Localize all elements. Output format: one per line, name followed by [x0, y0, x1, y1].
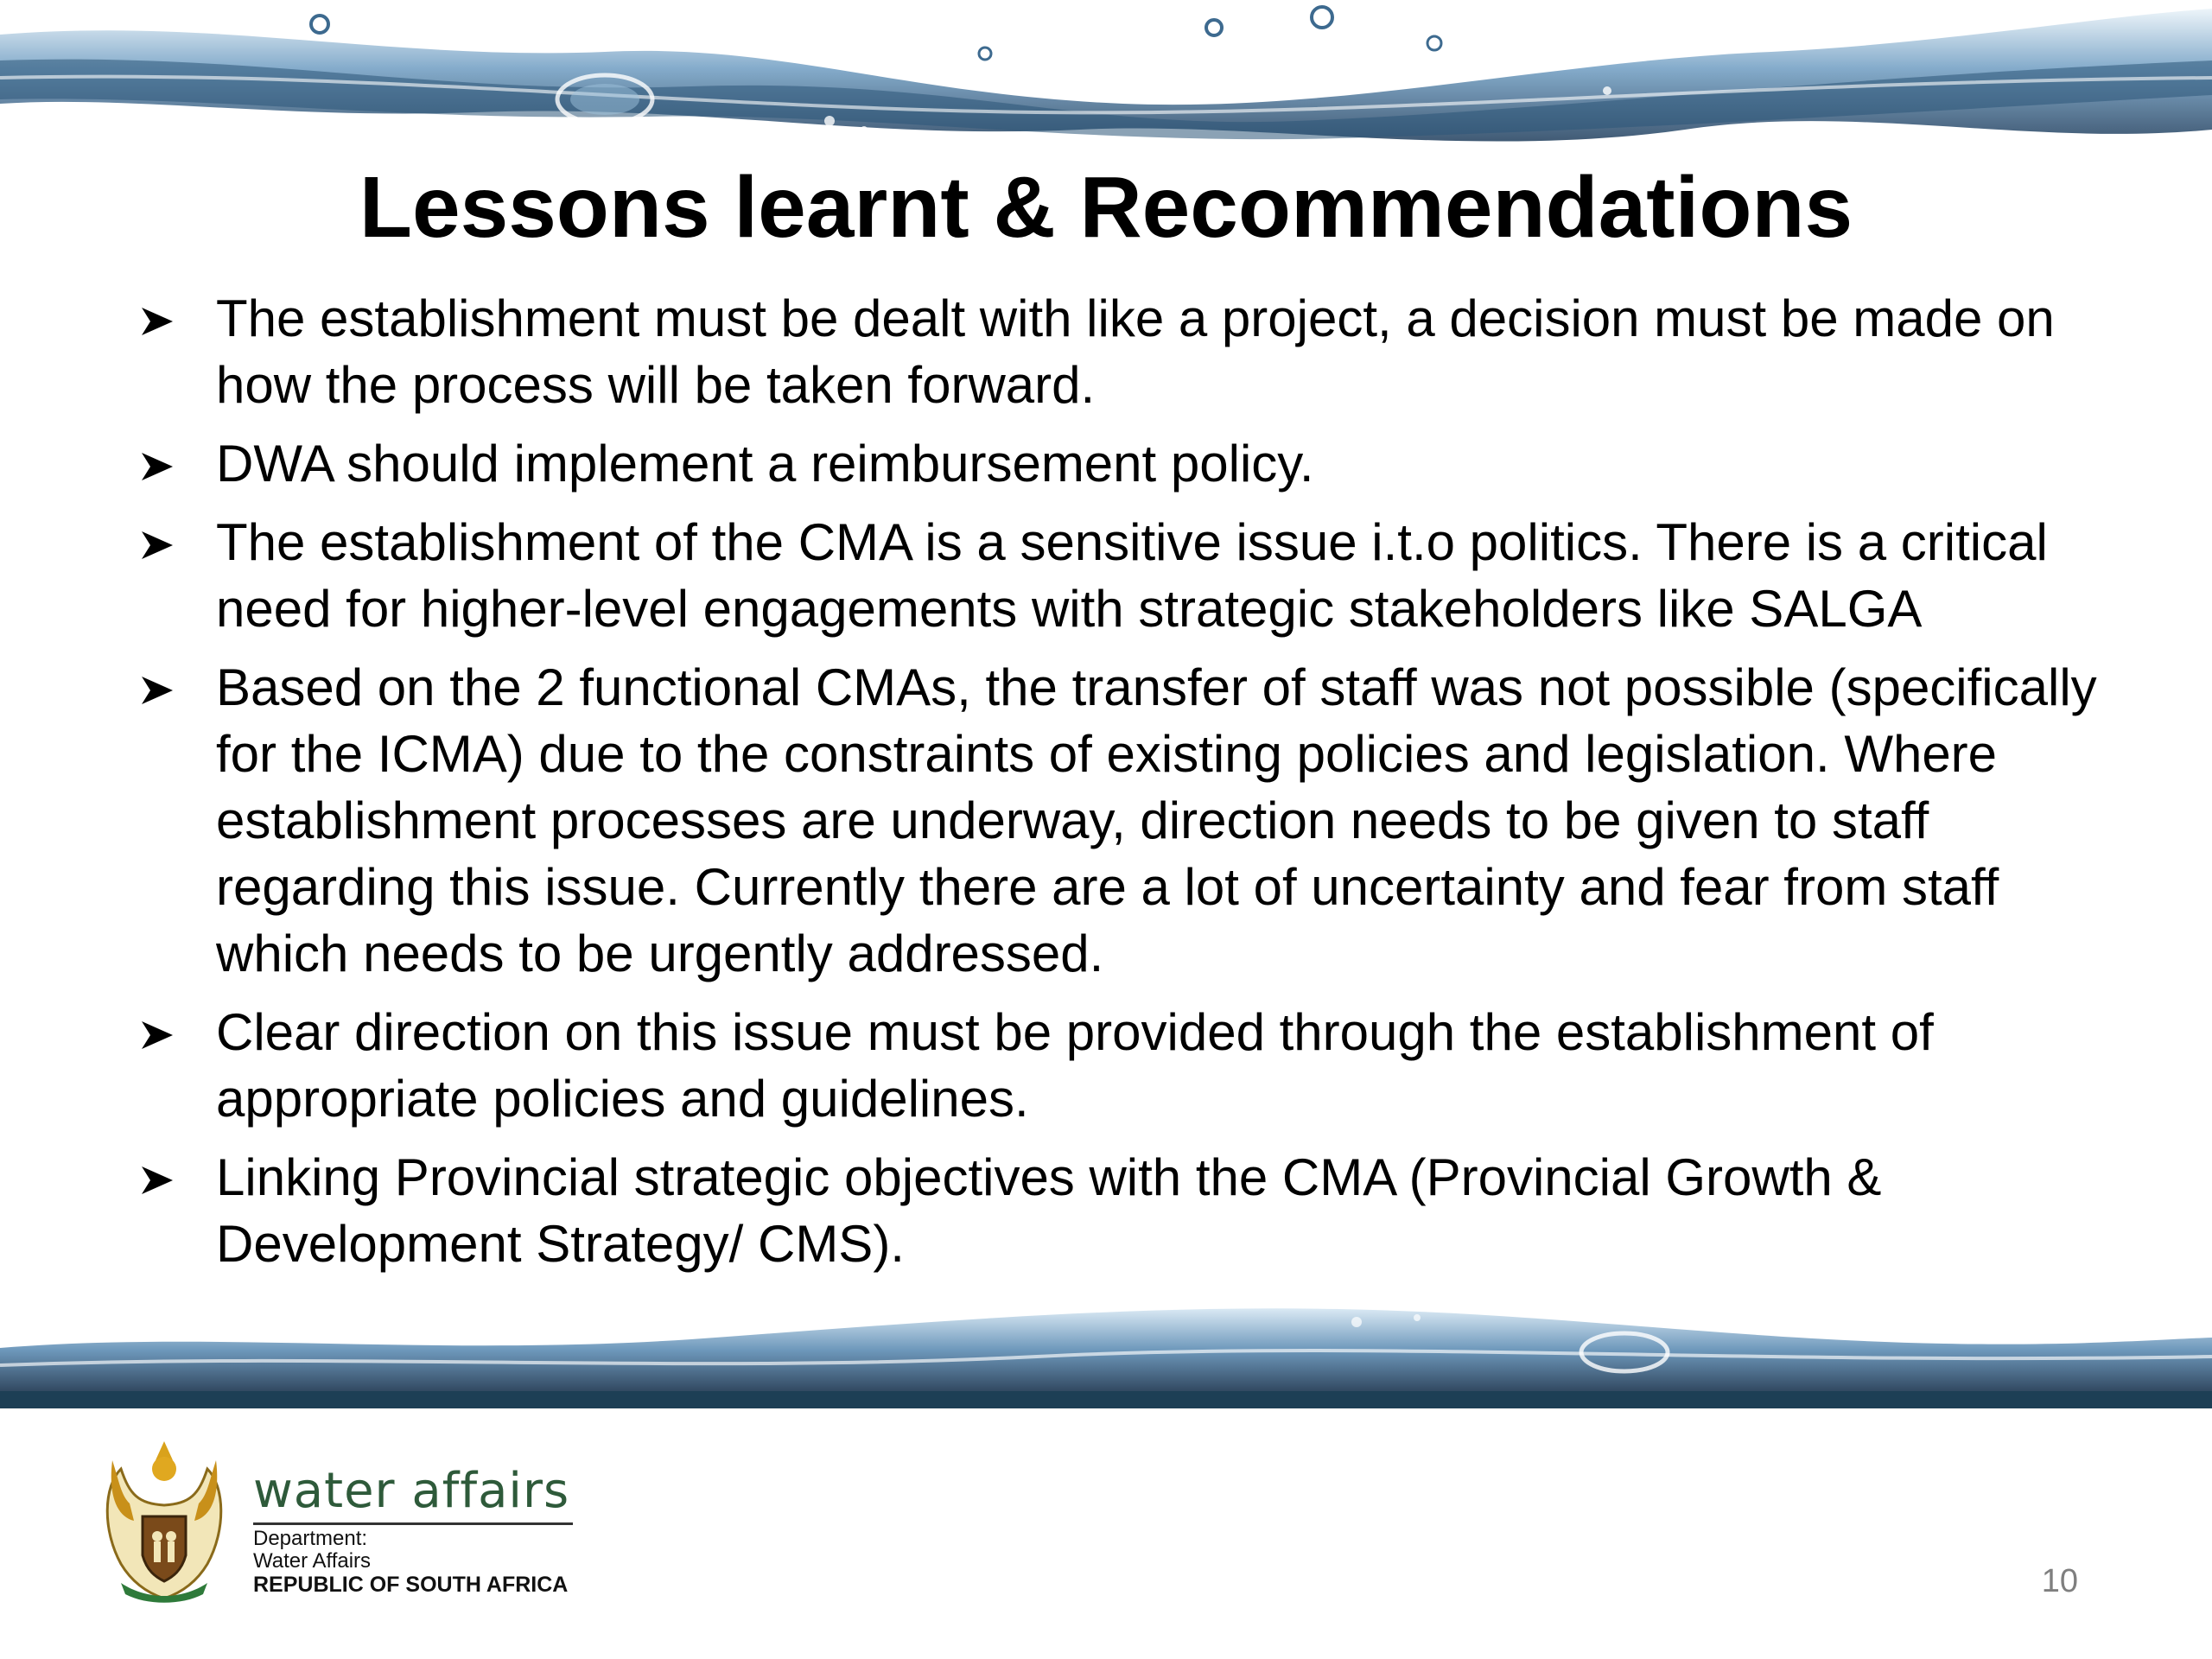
department-name: Water Affairs [253, 1549, 372, 1573]
list-item [130, 509, 2100, 642]
brand-name: water affairs [253, 1463, 570, 1519]
arrowhead-bullet-icon [138, 673, 176, 708]
arrowhead-bullet-icon [138, 1163, 176, 1198]
country-name: REPUBLIC OF SOUTH AFRICA [253, 1573, 569, 1597]
list-item [130, 430, 2100, 497]
slide-title: Lessons learnt & Recommendations [359, 159, 1853, 256]
bullet-text: The establishment of the CMA is a sensitive issue i.t.o politics. There is a critical need for higher-level engagements with strategic stakeholders like SALGA [216, 513, 2048, 638]
bullet-text: Linking Provincial strategic objectives with the CMA (Provincial Growth & Development Strategy/ CMS). [216, 1148, 1882, 1273]
list-item [130, 1144, 2100, 1277]
bullet-text: The establishment must be dealt with like a project, a decision must be made on how the process will be taken forward. [216, 289, 2055, 414]
water-splash-bottom-icon [0, 1270, 2212, 1408]
department-label: Department: [253, 1527, 368, 1550]
coat-of-arms-icon [95, 1434, 233, 1607]
arrowhead-bullet-icon [138, 528, 176, 563]
bullet-list [130, 285, 2100, 1289]
arrowhead-bullet-icon [138, 304, 176, 339]
arrowhead-bullet-icon [138, 1018, 176, 1052]
arrowhead-bullet-icon [138, 449, 176, 484]
list-item [130, 999, 2100, 1132]
page-number: 10 [2041, 1563, 2078, 1599]
water-splash-top-icon [0, 0, 2212, 164]
bullet-text: DWA should implement a reimbursement policy. [216, 435, 1314, 493]
list-item [130, 285, 2100, 418]
bullet-text: Based on the 2 functional CMAs, the transfer of staff was not possible (specifically for the ICMA) due to the constraints of existing policies and legislation. Where establishment processes are underway, direction needs to be given to staff regarding this issue. Currently there are a lot of uncertainty and fear from staff which needs to be urgently addressed. [216, 658, 2097, 982]
list-item [130, 654, 2100, 987]
bullet-text: Clear direction on this issue must be provided through the establishment of appropriate policies and guidelines. [216, 1003, 1934, 1128]
brand-divider [253, 1522, 573, 1525]
